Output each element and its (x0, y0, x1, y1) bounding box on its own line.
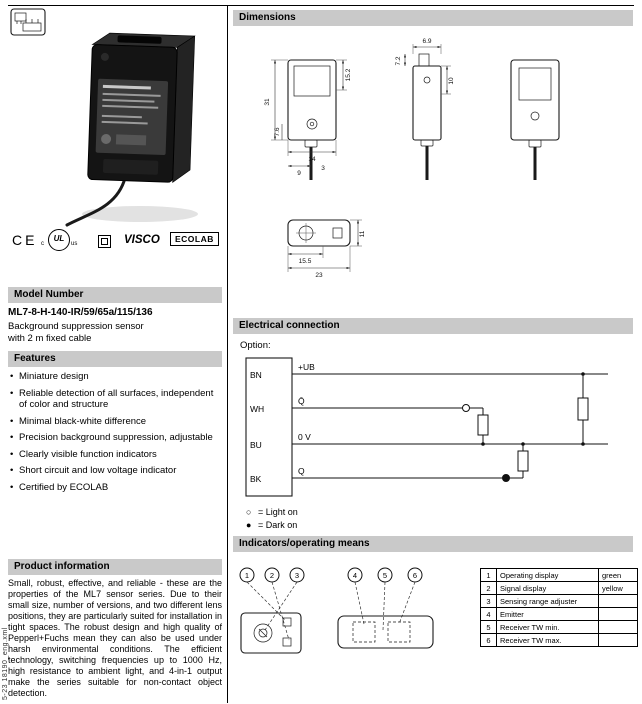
svg-text:+UB: +UB (298, 362, 315, 372)
feature-item: • Certified by ECOLAB (8, 482, 220, 494)
side-view (395, 38, 455, 180)
product-photo (55, 28, 215, 230)
svg-text:Q: Q (298, 466, 305, 476)
svg-text:3: 3 (321, 165, 325, 172)
feature-item: • Precision background suppression, adjustable (8, 432, 220, 444)
features-header: Features (8, 351, 222, 367)
table-row: 1 Operating display green (481, 569, 638, 582)
visco-logo: VISCO (124, 234, 160, 246)
table-row: 2 Signal display yellow (481, 582, 638, 595)
svg-text:31: 31 (264, 98, 271, 106)
features-list (8, 371, 220, 498)
svg-text:5: 5 (382, 571, 388, 580)
series-icon (10, 8, 46, 36)
top-rule (8, 5, 634, 6)
svg-text:4: 4 (352, 571, 358, 580)
feature-item: • Short circuit and low voltage indicator (8, 465, 220, 477)
feature-item: • Clearly visible function indicators (8, 449, 220, 461)
svg-text:BK: BK (250, 474, 262, 484)
indicators-drawing (233, 558, 478, 663)
option-label: Option: (240, 340, 271, 351)
electrical-connection-header: Electrical connection (233, 318, 633, 334)
svg-text:2: 2 (269, 571, 275, 580)
svg-text:WH: WH (250, 404, 265, 414)
front-view (264, 60, 352, 180)
table-row: 4 Emitter (481, 608, 638, 621)
protection-class-icon (98, 235, 111, 248)
svg-text:15.2: 15.2 (345, 68, 352, 82)
svg-text:0 V: 0 V (298, 432, 311, 442)
light-on-icon: ○ (246, 507, 252, 517)
legend-dark-on: ● = Dark on (246, 520, 298, 530)
svg-text:9: 9 (297, 170, 301, 177)
column-divider (227, 5, 228, 703)
indicators-table (480, 568, 638, 647)
svg-text:23: 23 (315, 272, 323, 279)
feature-item: • Minimal black-white difference (8, 416, 220, 428)
ul-c-label: c (41, 241, 44, 247)
model-number-header: Model Number (8, 287, 222, 303)
dimensions-drawing (233, 32, 633, 310)
feature-item: • Miniature design (8, 371, 220, 383)
product-information-header: Product information (8, 559, 222, 575)
svg-text:15.5: 15.5 (298, 258, 312, 265)
ecolab-logo: ECOLAB (170, 232, 219, 246)
model-description-1: Background suppression sensor (8, 321, 144, 332)
svg-text:BU: BU (250, 440, 262, 450)
legend-light-on: ○ = Light on (246, 507, 298, 517)
rear-view (511, 60, 559, 180)
svg-text:6: 6 (412, 571, 418, 580)
svg-text:Q̄: Q̄ (298, 396, 305, 406)
product-information-text: Small, robust, effective, and reliable - these are the properties of the ML7 sensor series. Due to their small size, number of versions, and two different lens positions, they are particularly suited for installation in tight spaces. The robust design and high quality of Pepperl+Fuchs mean they can also be used under harsh environmental conditions. The efficient technology, switching frequencies up to 1000 Hz, high resistance to ambient light, and 4-in-1 output make the series suitable for non-contact object detection. (8, 578, 222, 698)
bottom-view (288, 220, 366, 279)
svg-text:7.2: 7.2 (395, 56, 402, 66)
model-number-value: ML7-8-H-140-IR/59/65a/115/136 (8, 307, 153, 318)
model-description-2: with 2 m fixed cable (8, 333, 92, 344)
document-code: 5-23 18190_eng.xml (2, 627, 9, 700)
table-row: 3 Sensing range adjuster (481, 595, 638, 608)
electrical-connection-diagram (238, 352, 628, 502)
svg-text:6.9: 6.9 (422, 38, 432, 45)
switching-legend (246, 506, 298, 532)
dimensions-header: Dimensions (233, 10, 633, 26)
table-row: 5 Receiver TW min. (481, 621, 638, 634)
ce-mark: CE (12, 232, 38, 248)
svg-text:3: 3 (294, 571, 300, 580)
ul-mark-icon: UL (48, 229, 70, 251)
svg-text:11: 11 (359, 230, 366, 238)
feature-item: • Reliable detection of all surfaces, independent of color and structure (8, 388, 220, 411)
ul-us-label: us (71, 241, 78, 247)
svg-text:1: 1 (244, 571, 250, 580)
table-row: 6 Receiver TW max. (481, 634, 638, 647)
dark-on-icon: ● (246, 520, 252, 530)
svg-text:7.6: 7.6 (274, 127, 281, 137)
indicators-header: Indicators/operating means (233, 536, 633, 552)
svg-text:10: 10 (448, 77, 455, 85)
svg-text:BN: BN (250, 370, 262, 380)
svg-text:14: 14 (308, 156, 316, 163)
